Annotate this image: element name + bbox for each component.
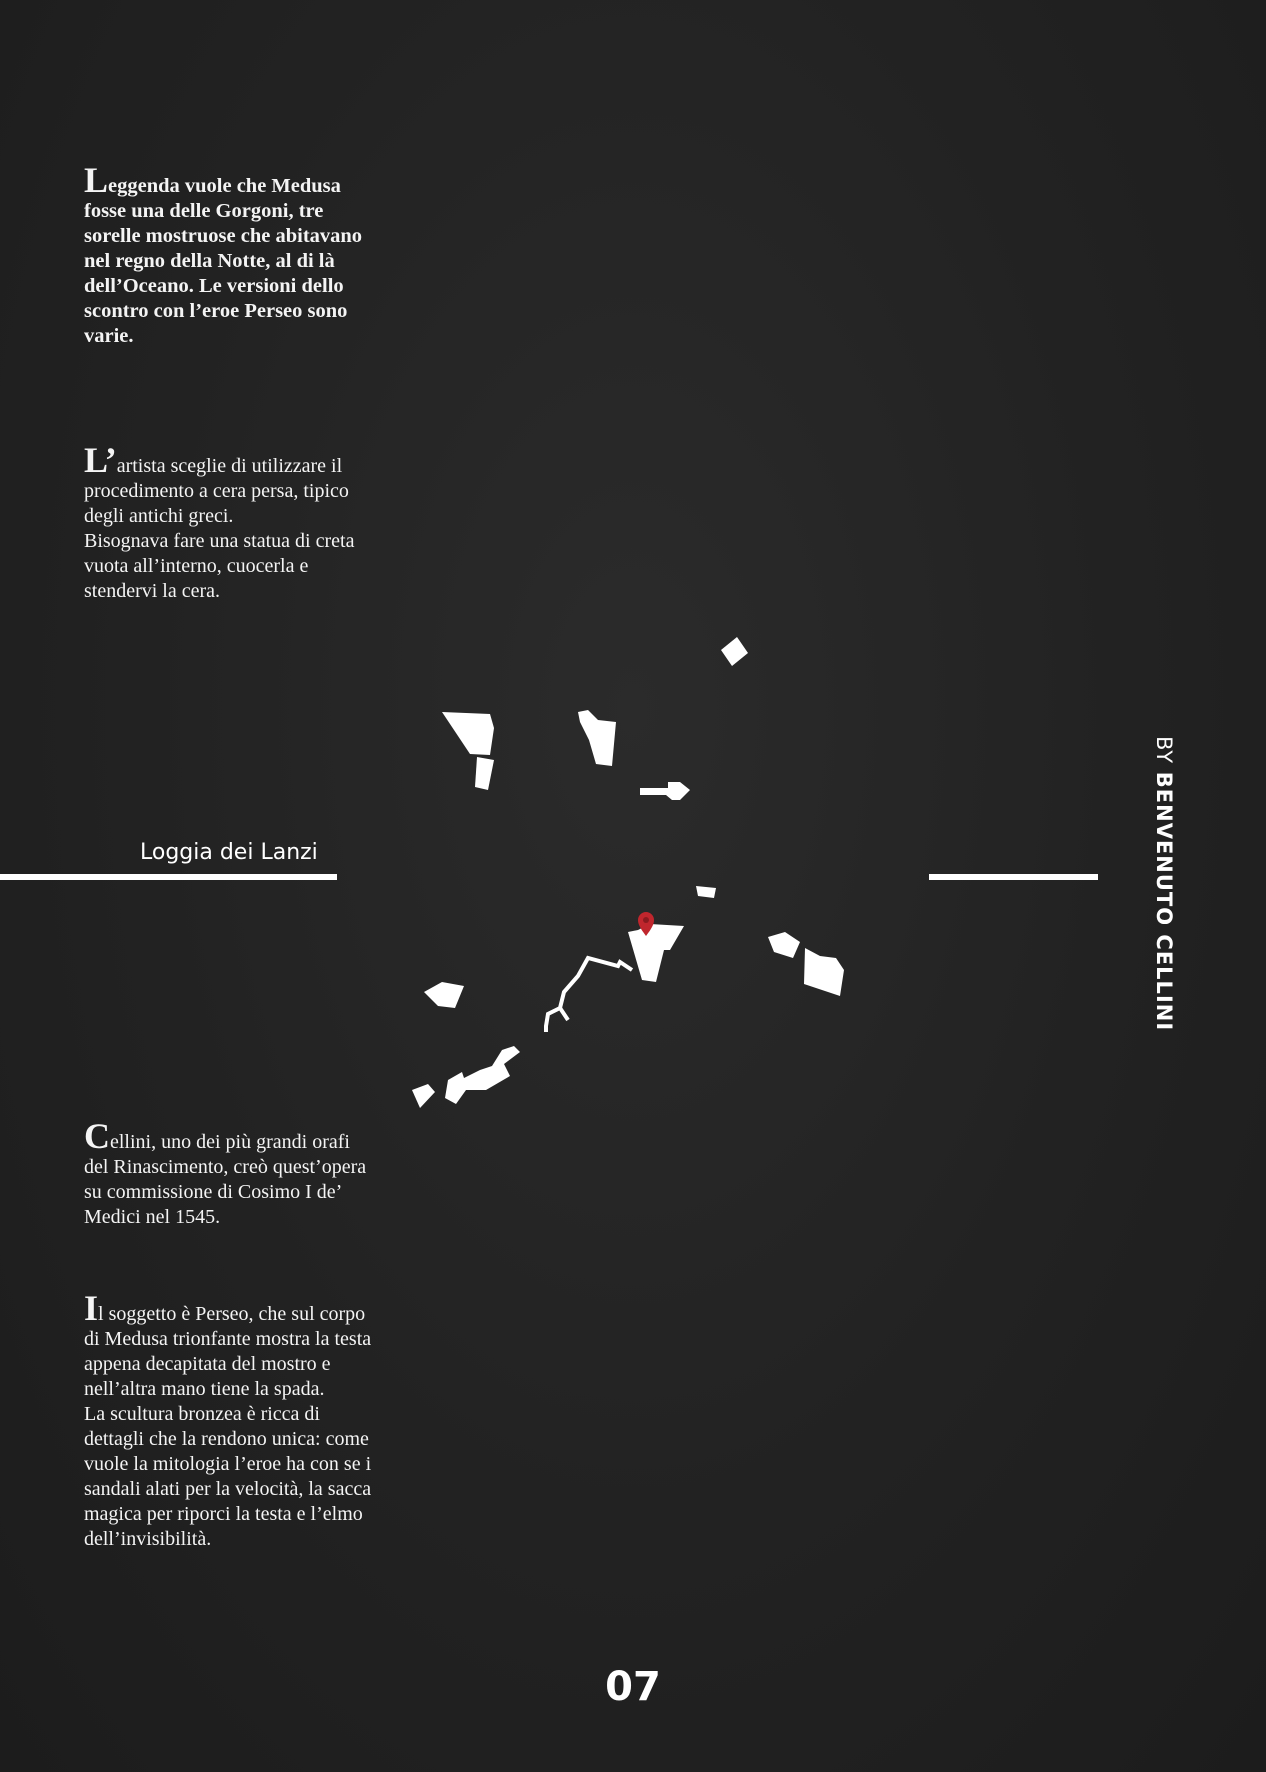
map-building [768,932,800,958]
location-label: Loggia dei Lanzi [140,840,318,865]
map-building [628,924,684,982]
map-building [412,1084,435,1108]
paragraph-text-continued: La scultura bronzea è ricca di dettagli che la rendono unica: come vuole la mitologia l’eroe ha con se i sandali alati per la velocità, la sacca magica per riporci la testa e l’elmo dell’invisibilità. [84,1403,372,1550]
map-building [640,782,690,800]
left-divider [0,874,337,880]
map-building [475,757,494,790]
map-building [442,712,494,755]
author-byline [1152,736,1176,1031]
map-building [445,1046,520,1104]
map-path [546,958,632,1032]
dropcap: C [84,1116,110,1156]
byline-author: BENVENUTO CELLINI [1152,771,1176,1032]
site-map [400,630,870,1120]
map-path [560,1008,568,1020]
paragraph-text: ellini, uno dei più grandi orafi del Rinascimento, creò quest’opera su commissione di Cosimo I de’ Medici nel 1545. [84,1131,367,1228]
dropcap: L’ [84,440,117,480]
map-building [721,637,748,666]
map-building [696,886,716,898]
dropcap: I [84,1288,99,1328]
location-pin-dot [643,917,649,923]
byline-prefix: BY [1152,736,1176,765]
paragraph-text: l soggetto è Perseo, che sul corpo di Medusa trionfante mostra la testa appena decapitata del mostro e nell’altra mano tiene la spada. [84,1303,372,1400]
history-paragraph [84,1116,374,1230]
map-building [804,948,844,996]
subject-paragraph [84,1288,384,1552]
right-divider [929,874,1098,880]
paragraph-text-continued: Bisognava fare una statua di creta vuota all’interno, cuocerla e stendervi la cera. [84,530,355,602]
paragraph-text: eggenda vuole che Medusa fosse una delle Gorgoni, tre sorelle mostruose che abitavano nel regno della Notte, al di là dell’Oceano. Le versioni dello scontro con l’eroe Perseo sono varie. [84,175,363,347]
technique-paragraph [84,440,374,604]
paragraph-text: artista sceglie di utilizzare il procedimento a cera persa, tipico degli antichi greci. [84,455,349,527]
page-number: 07 [605,1664,661,1710]
intro-paragraph [84,160,384,349]
dropcap: L [84,160,109,200]
map-building [424,982,464,1008]
map-building [578,710,616,766]
